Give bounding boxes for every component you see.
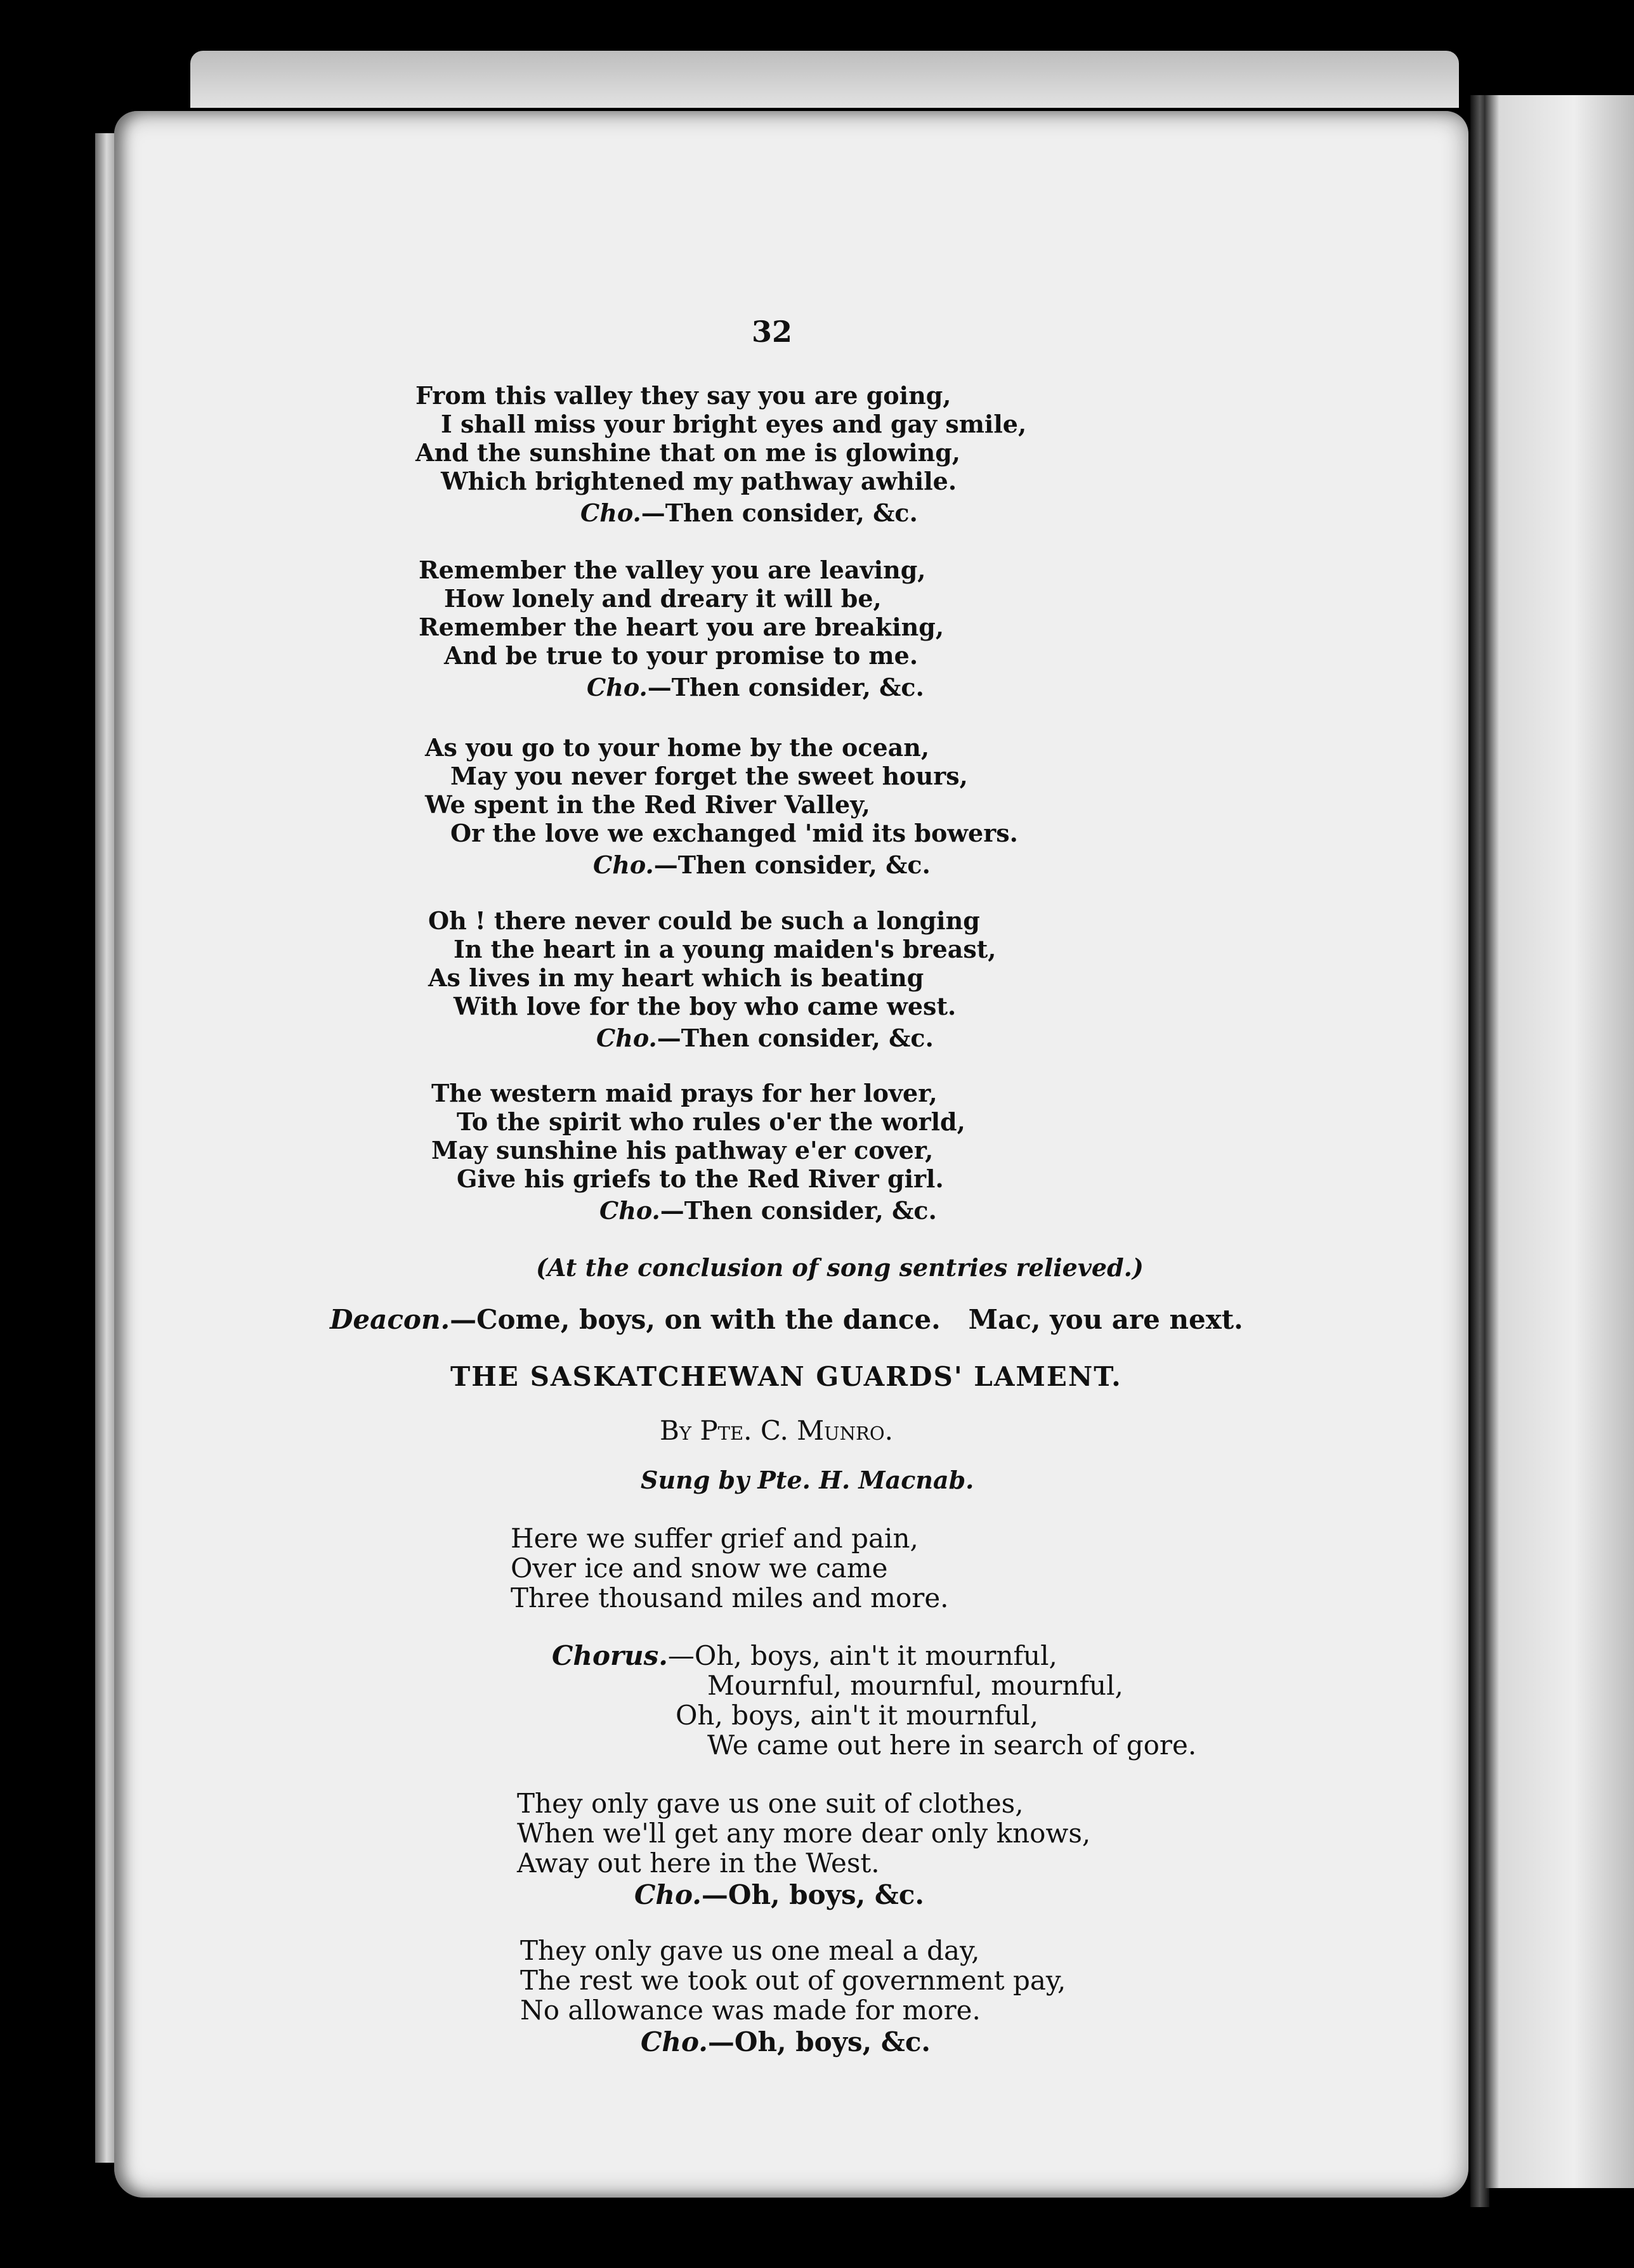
song2-title: THE SASKATCHEWAN GUARDS' LAMENT. [450,1361,1122,1392]
chorus-label: Cho. [596,1024,657,1052]
chorus-label: Cho. [641,2026,708,2057]
song1-verse4-line2: In the heart in a young maiden's breast, [454,935,997,963]
song1-verse2-line2: How lonely and dreary it will be, [444,584,882,613]
song2-verse3-line3: No allowance was made for more. [520,1995,981,2026]
chorus-text: —Then consider, &c. [657,1024,934,1052]
speaker-name: Deacon. [330,1304,450,1335]
chorus-label: Cho. [580,499,641,527]
song1-verse3-line2: May you never forget the sweet hours, [450,762,968,790]
song2-chorus-line3: Oh, boys, ain't it mournful, [676,1700,1038,1731]
song1-verse5-line1: The western maid prays for her lover, [431,1079,938,1107]
song2-verse3-line1: They only gave us one meal a day, [520,1935,980,1966]
chorus-text: —Then consider, &c. [653,850,931,879]
top-page-edge [190,51,1459,108]
song1-verse5-line2: To the spirit who rules o'er the world, [457,1107,965,1136]
song2-verse2-chorus [634,1879,925,1910]
book-page [114,111,1468,2198]
chorus-label: Cho. [593,850,654,879]
song2-verse2-line1: They only gave us one suit of clothes, [517,1788,1024,1819]
song2-chorus-line4: We came out here in search of gore. [707,1730,1197,1761]
facing-page [1484,95,1634,2188]
song1-verse2-line4: And be true to your promise to me. [444,641,918,670]
song1-verse2-chorus [587,675,924,700]
page-number: 32 [752,315,793,349]
song1-verse3-chorus [593,850,931,879]
song2-chorus-line2: Mournful, mournful, mournful, [707,1670,1123,1701]
song2-sung-by: Sung by Pte. H. Macnab. [641,1466,974,1494]
song1-verse3-line3: We spent in the Red River Valley, [425,790,870,819]
chorus-text: —Then consider, &c. [647,673,924,701]
speaker-line: —Come, boys, on with the dance. Mac, you are next. [450,1304,1243,1335]
song1-verse1-line4: Which brightened my pathway awhile. [441,467,957,495]
chorus-label: Cho. [634,1879,702,1910]
song2-verse3-line2: The rest we took out of government pay, [520,1965,1066,1996]
song1-verse1-chorus [580,501,918,525]
song1-verse2-line3: Remember the heart you are breaking, [419,613,944,641]
song1-verse3-line4: Or the love we exchanged 'mid its bowers. [450,819,1018,847]
song1-verse4-line3: As lives in my heart which is beating [428,963,924,992]
chorus-text: —Then consider, &c. [641,499,918,527]
song1-verse5-chorus [599,1196,937,1225]
song1-verse5-line4: Give his griefs to the Red River girl. [457,1164,944,1193]
song1-verse1-line3: And the sunshine that on me is glowing, [415,438,961,467]
song1-verse1-line2: I shall miss your bright eyes and gay smile, [441,410,1027,438]
song2-byline: By Pte. C. Munro. [660,1415,893,1446]
chorus-text: —Oh, boys, ain't it mournful, [667,1640,1057,1671]
song2-verse2-line2: When we'll get any more dear only knows, [517,1818,1091,1849]
song1-verse4-chorus [596,1026,934,1050]
chorus-text: —Oh, boys, &c. [707,2026,931,2057]
chorus-label: Cho. [587,673,648,701]
song1-verse2-line1: Remember the valley you are leaving, [419,556,926,584]
song1-verse5-line3: May sunshine his pathway e'er cover, [431,1136,934,1164]
stage-direction: (At the conclusion of song sentries relieved.) [536,1253,1144,1282]
song2-verse3-chorus [641,2026,931,2057]
song1-verse1-line1: From this valley they say you are going, [415,381,951,410]
song1-verse4-line4: With love for the boy who came west. [454,992,957,1020]
song2-chorus-line1 [552,1640,1057,1671]
song2-verse2-line3: Away out here in the West. [517,1848,880,1879]
song1-verse3-line1: As you go to your home by the ocean, [425,733,930,762]
chorus-label: Chorus. [552,1640,668,1671]
chorus-text: —Then consider, &c. [660,1196,937,1225]
song1-verse4-line1: Oh ! there never could be such a longing [428,906,980,935]
song2-verse1-line2: Over ice and snow we came [511,1553,888,1584]
chorus-label: Cho. [599,1196,660,1225]
chorus-text: —Oh, boys, &c. [701,1879,925,1910]
song2-verse1-line3: Three thousand miles and more. [511,1582,949,1613]
song2-verse1-line1: Here we suffer grief and pain, [511,1523,918,1554]
dialogue-line [330,1304,1243,1335]
